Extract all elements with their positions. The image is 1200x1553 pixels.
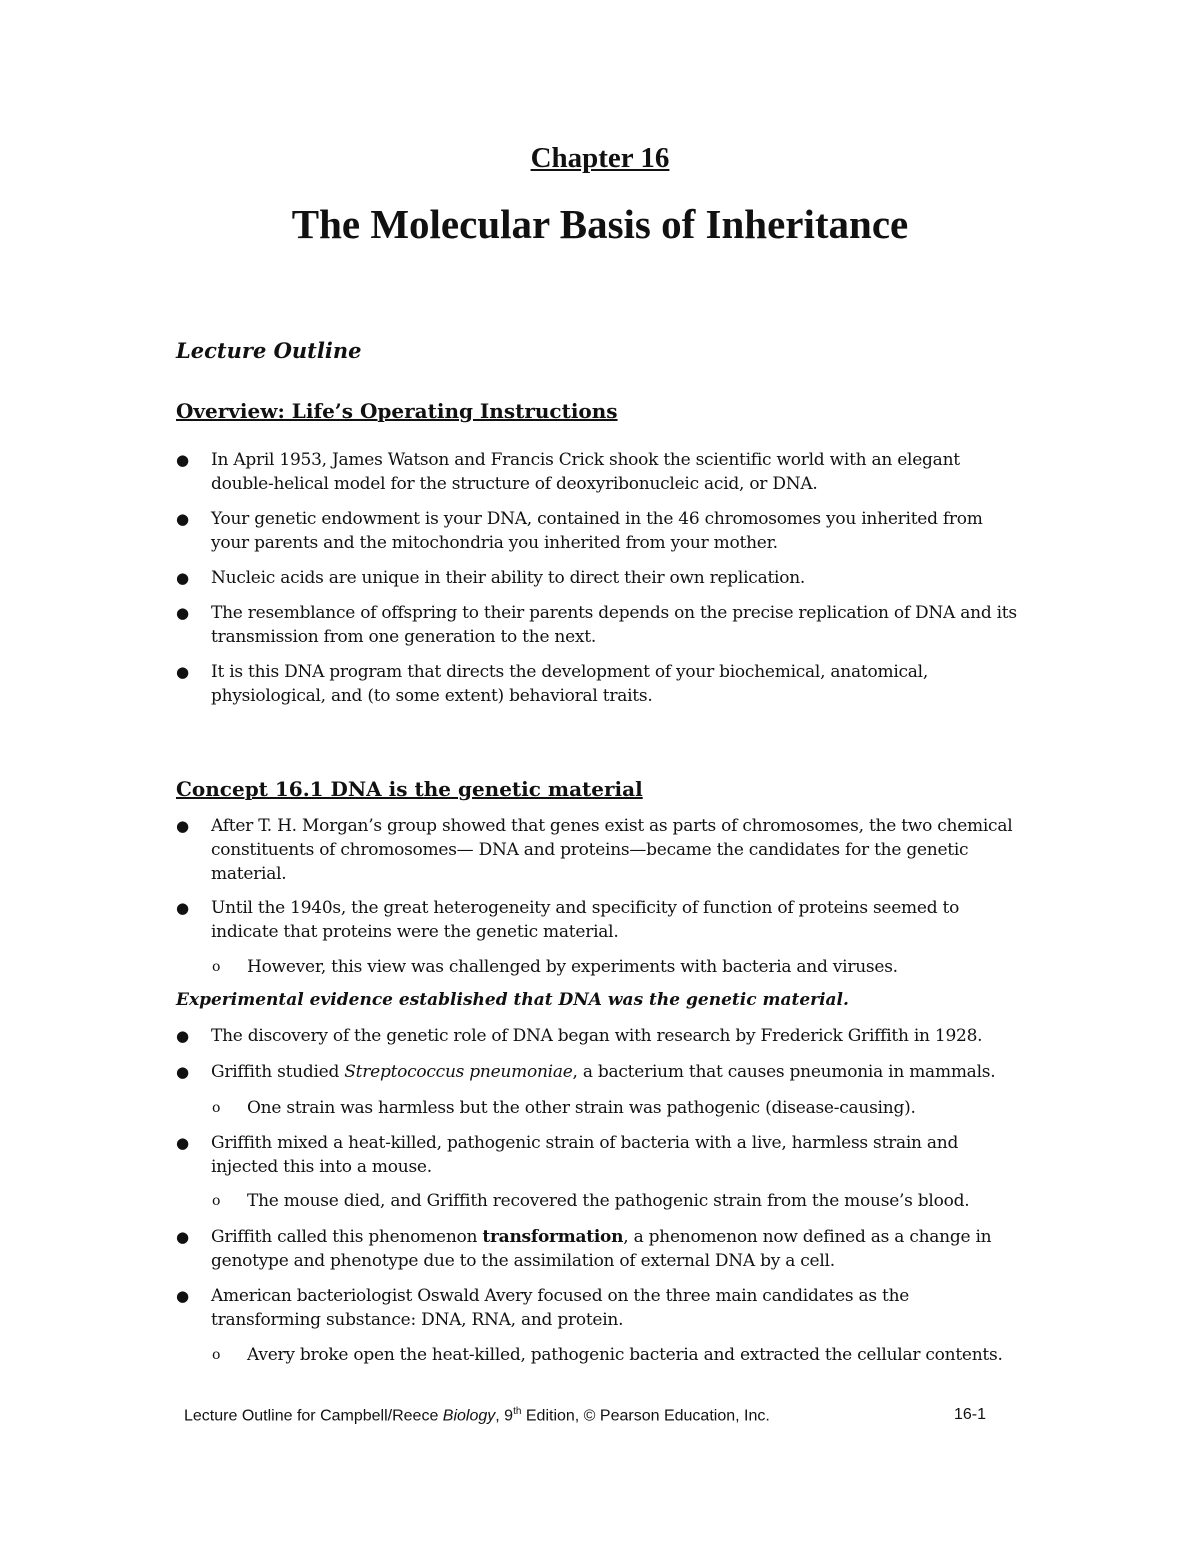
bullet-text: , a phenomenon now defined as a change in genotype and phenotype due to the assimilation of external DNA by a cell. bbox=[211, 1227, 992, 1271]
concept-heading: Concept 16.1 DNA is the genetic material bbox=[176, 777, 643, 801]
concept-bullet-1: After T. H. Morgan’s group showed that genes exist as parts of chromosomes, the two chemical constituents of chromosomes— DNA and proteins—became the candidates for the genetic material. bbox=[211, 816, 1013, 884]
bullet-icon: ● bbox=[176, 569, 190, 587]
overview-heading: Overview: Life’s Operating Instructions bbox=[176, 399, 618, 423]
overview-bullet-3: Nucleic acids are unique in their ability to direct their own replication. bbox=[211, 568, 806, 588]
concept-sub-bullet-3: The mouse died, and Griffith recovered the pathogenic strain from the mouse’s blood. bbox=[247, 1191, 970, 1211]
overview-bullet-4: The resemblance of offspring to their parents depends on the precise replication of DNA and its transmission from one generation to the next. bbox=[211, 603, 1017, 647]
bullet-icon: ● bbox=[176, 604, 190, 622]
concept-sub-bullet-2: One strain was harmless but the other strain was pathogenic (disease-causing). bbox=[247, 1098, 916, 1118]
chapter-number: Chapter 16 bbox=[530, 142, 670, 174]
overview-bullet-1: In April 1953, James Watson and Francis Crick shook the scientific world with an elegant double-helical model for the structure of deoxyribonucleic acid, or DNA. bbox=[211, 450, 960, 494]
bullet-icon: ● bbox=[176, 451, 190, 469]
concept-bullet-7: American bacteriologist Oswald Avery focused on the three main candidates as the transforming substance: DNA, RNA, and protein. bbox=[211, 1286, 910, 1330]
bullet-icon: ● bbox=[176, 1134, 190, 1152]
concept-sub-bullet-4: Avery broke open the heat-killed, pathogenic bacteria and extracted the cellular contents. bbox=[247, 1345, 1003, 1365]
bullet-icon: ● bbox=[176, 663, 190, 681]
bullet-icon: ● bbox=[176, 1063, 190, 1081]
sub-bullet-icon: o bbox=[212, 1100, 221, 1116]
footer-citation bbox=[184, 1406, 770, 1425]
footer-book-title: Biology bbox=[442, 1407, 496, 1425]
footer-superscript: th bbox=[513, 1406, 522, 1417]
sub-bullet-icon: o bbox=[212, 959, 221, 975]
bullet-icon: ● bbox=[176, 1027, 190, 1045]
concept-bullet-2: Until the 1940s, the great heterogeneity and specificity of function of proteins seemed to indicate that proteins were the genetic material. bbox=[211, 898, 960, 942]
footer-text: , 9 bbox=[495, 1407, 514, 1425]
evidence-subheading: Experimental evidence established that DNA was the genetic material. bbox=[176, 990, 849, 1010]
bullet-icon: ● bbox=[176, 510, 190, 528]
key-term: transformation bbox=[482, 1227, 624, 1247]
lecture-outline-heading: Lecture Outline bbox=[176, 338, 362, 363]
overview-bullet-2: Your genetic endowment is your DNA, contained in the 46 chromosomes you inherited from your parents and the mitochondria you inherited from your mother. bbox=[211, 509, 983, 553]
bullet-icon: ● bbox=[176, 817, 190, 835]
concept-bullet-4 bbox=[211, 1060, 1021, 1084]
bullet-text: Griffith called this phenomenon bbox=[211, 1227, 483, 1247]
page-number: 16-1 bbox=[954, 1406, 987, 1423]
bullet-icon: ● bbox=[176, 1287, 190, 1305]
bullet-text: , a bacterium that causes pneumonia in mammals. bbox=[572, 1062, 996, 1082]
overview-bullet-5: It is this DNA program that directs the development of your biochemical, anatomical, physiological, and (to some extent) behavioral traits. bbox=[211, 662, 928, 706]
bullet-text: Griffith studied bbox=[211, 1062, 345, 1082]
sub-bullet-icon: o bbox=[212, 1347, 221, 1363]
concept-bullet-5: Griffith mixed a heat-killed, pathogenic strain of bacteria with a live, harmless strain and injected this into a mouse. bbox=[211, 1133, 959, 1177]
bullet-icon: ● bbox=[176, 1228, 190, 1246]
concept-sub-bullet-1: However, this view was challenged by experiments with bacteria and viruses. bbox=[247, 957, 898, 977]
concept-bullet-6 bbox=[211, 1225, 1021, 1273]
sub-bullet-icon: o bbox=[212, 1193, 221, 1209]
concept-bullet-3: The discovery of the genetic role of DNA began with research by Frederick Griffith in 1928. bbox=[211, 1026, 983, 1046]
footer-text: Edition, © Pearson Education, Inc. bbox=[521, 1407, 770, 1425]
chapter-title: The Molecular Basis of Inheritance bbox=[291, 201, 909, 247]
bullet-icon: ● bbox=[176, 899, 190, 917]
species-name: Streptococcus pneumoniae bbox=[344, 1062, 573, 1082]
footer-text: Lecture Outline for Campbell/Reece bbox=[184, 1407, 443, 1425]
